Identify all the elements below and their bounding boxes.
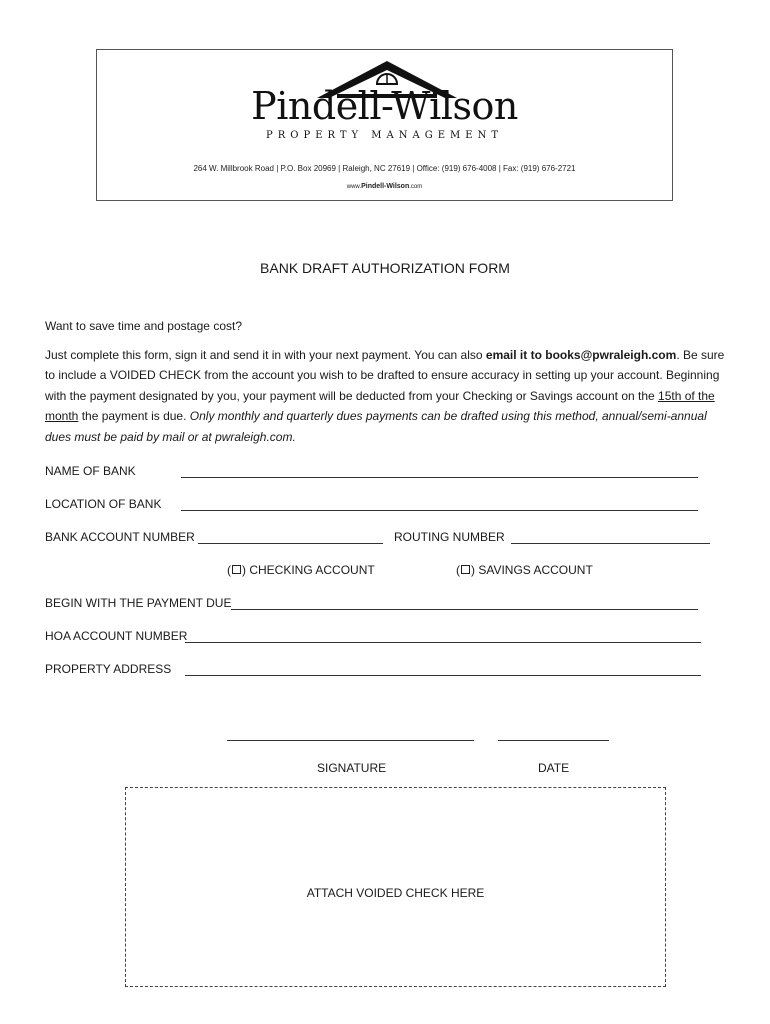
intro-text: Want to save time and postage cost?: [45, 319, 242, 333]
signature-field[interactable]: [227, 740, 474, 741]
bank-account-number-field[interactable]: [198, 543, 383, 544]
routing-number-field[interactable]: [511, 543, 710, 544]
letterhead: [96, 49, 673, 201]
routing-number-label: ROUTING NUMBER: [394, 530, 505, 544]
company-name: Pindell-Wilson: [251, 84, 518, 128]
property-address-label: PROPERTY ADDRESS: [45, 662, 172, 676]
company-contact-line: 264 W. Millbrook Road | P.O. Box 20969 | Raleigh, NC 27619 | Office: (919) 676-4008 | Fax: (919) 676-2721: [193, 164, 576, 173]
company-subtitle: PROPERTY MANAGEMENT: [266, 130, 503, 141]
location-of-bank-field[interactable]: [181, 510, 698, 511]
begin-payment-label: BEGIN WITH THE PAYMENT DUE: [45, 596, 232, 610]
hoa-account-number-label: HOA ACCOUNT NUMBER: [45, 629, 188, 643]
date-label: DATE: [538, 761, 570, 775]
form-title: BANK DRAFT AUTHORIZATION FORM: [260, 260, 510, 276]
location-of-bank-label: LOCATION OF BANK: [45, 497, 162, 511]
savings-account-option[interactable]: ( ) SAVINGS ACCOUNT: [456, 563, 593, 577]
date-field[interactable]: [498, 740, 609, 741]
name-of-bank-label: NAME OF BANK: [45, 464, 136, 478]
name-of-bank-field[interactable]: [181, 477, 698, 478]
checking-checkbox-icon[interactable]: [232, 565, 241, 574]
attach-check-label: ATTACH VOIDED CHECK HERE: [306, 886, 485, 900]
email-instruction: email it to books@pwraleigh.com: [485, 348, 677, 362]
checking-account-option[interactable]: ( ) CHECKING ACCOUNT: [227, 563, 375, 577]
hoa-account-number-field[interactable]: [185, 642, 701, 643]
savings-checkbox-icon[interactable]: [461, 565, 470, 574]
signature-label: SIGNATURE: [317, 761, 387, 775]
bank-account-number-label: BANK ACCOUNT NUMBER: [45, 530, 195, 544]
instructions-paragraph: Just complete this form, sign it and send it in with your next payment. You can also email it to books@pwraleigh.com. Be sure to include a VOIDED CHECK from the account you wish to be drafted to ensure accuracy in setting up your account. Beginning with the payment designated by you, your payment will be deducted from your Checking or Savings account on the 15th of the month the payment is due. Only monthly and quarterly dues payments can be drafted using this method, annual/semi-annual dues must be paid by mail or at pwraleigh.com.: [45, 348, 725, 444]
voided-check-attachment-area: [125, 787, 666, 987]
property-address-field[interactable]: [185, 675, 701, 676]
begin-payment-field[interactable]: [231, 609, 698, 610]
company-website: www.Pindell-Wilson.com: [346, 183, 423, 190]
